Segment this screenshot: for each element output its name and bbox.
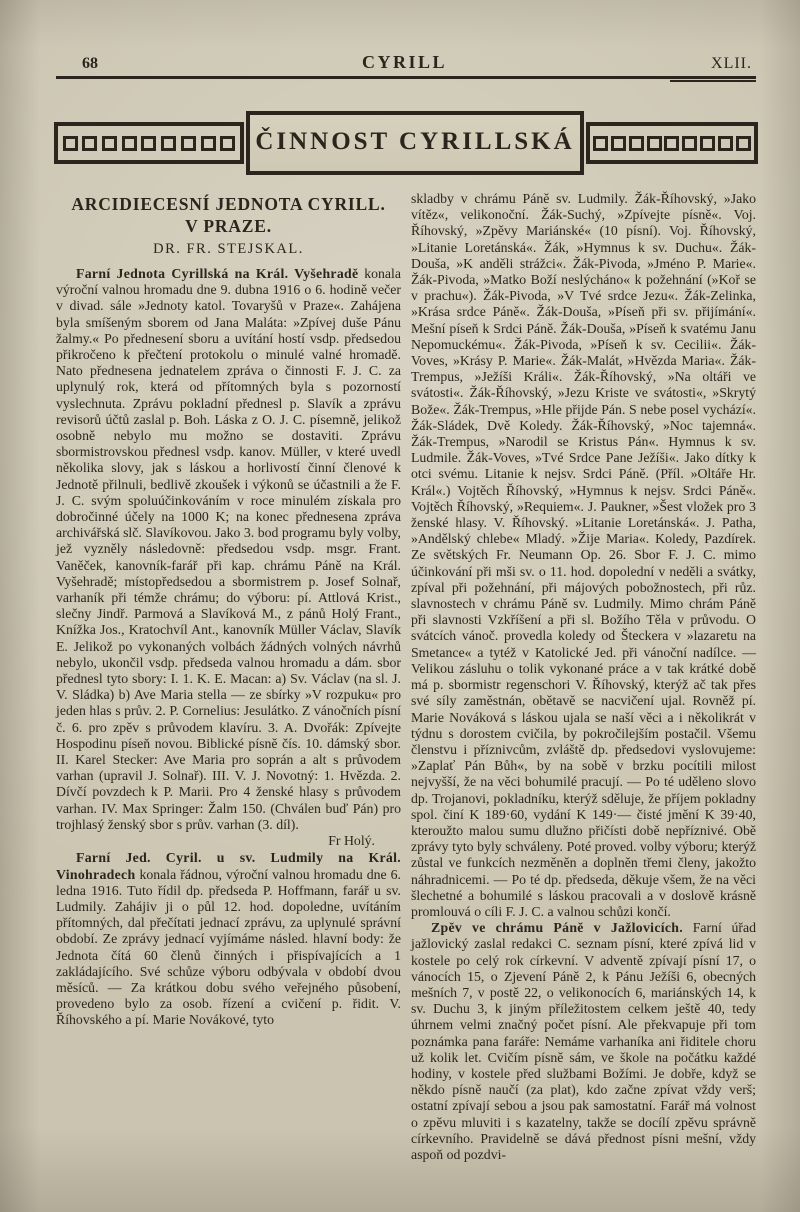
ornament-square: [700, 136, 715, 151]
paragraph-vinohrady-text: konala řádnou, výroční valnou hromadu dne 6. ledna 1916. Tuto řídil dp. předseda P. Hoffmann, farář u sv. Ludmily. Zahájiv ji o půl 12. hod. dopoledne, uvítáním přítomných, dal přečítati jednací zprávu, za uplynulé správní období. Ze zprávy jednací vyjímáme násled. hlavní body: že Jednota čítá 60 členů činných i přispívajících a 1 zakládajícího. Své schůze výboru odbývala v období dvou měsíců. — Za krátkou dobu svého veřejného působení, provedeno bylo za osob. řízení a cvičení p. řidit. V. Říhovského a pí. Marie Novákové, tyto: [56, 866, 401, 1028]
paragraph-vysehrad-text: konala výroční valnou hromadu dne 9. dubna 1916 o 6. hodině večer v divad. sále »Jednoty katol. Tovaryšů v Praze«. Zahájena byla smíšeným sborem od Jana Maláta: »Zpívej duše Pánu žalmy.« Po přednesení sboru a uvítání hostí vsdp. předsedou přikročeno k přečtení protokolu o minulé valné hromadě. Nato přednesena jednatelem zpráva o činnosti F. J. C. za uplynulý rok, která od přítomných byla s pozorností vyslechnuta. Zprávu pokladní přednesl p. Slavík a zprávu revisorů účtů zaslal p. Boh. Láska z O. J. C. písemně, jelikož osobně nebylo mu možno se dostaviti. Zprávu sbormistrovskou přednesl vsdp. kanov. Müller, v které uvedl několika slovy, jak s láskou a horlivostí činní členové k Jednotě přilnuli, bedlivě zkoušek i výkonů se účastnili a že F. J. C. svým spoluúčinkováním v roce minulém získala pro dobročinné účely na 1000 K; na konec přednesena zpráva archivářská slč. Slavíkovou. Jako 3. bod programu byly volby, jež vyzněly následovně: předsedou vsdp. msgr. Frant. Vaněček, kanovník-farář při kap. chrámu Páně na Král. Vyšehradě; místopředsedou a sbormistrem p. Josef Solnař, varhaník při témže chrámu; do výboru: pí. Attlová Krist., slečny Jindř. Parmová a Slavíková M., z pánů Holý Frant., Knížka Jos., Kratochvíl Ant., kanovník Müller Václav, Slavík E. Jelikož po vykonaných volbách žádných volných návrhů nebylo, ukončil vsdp. předseda valnou hromadu a dám. sbor přednesl tyto sbory: I. 1. K. E. Macan: a) Sv. Václav (na sl. J. V. Sládka) b) Ave Maria stella — ze sbírky »V rozpuku« pro jeden hlas s prův. 2. P. Cornelius: Jesulátko. Z vánočních písní č. 6. pro zpěv s průvodem klavíru. 3. A. Dvořák: Zpívejte Hospodinu píseň novou. Biblické písně čís. 10. dámský sbor. II. Karel Stecker: Ave Maria pro soprán a alt s průvodem varhan (upravil J. Solnař). III. V. J. Novotný: 1. Hvězda. 2. Dívčí povzdech k P. Marii. Pro 4 ženské hlasy s průvodem varhan. IV. Max Springer: Žalm 150. (Chválen buď Pán) pro trojhlasý ženský sbor s prův. varhan (3. díl).: [56, 265, 401, 832]
ornament-square: [647, 136, 662, 151]
ornament-square: [161, 136, 176, 151]
page-number: 68: [82, 55, 98, 72]
paragraph-jazlovice: [411, 920, 756, 1163]
ornament-square: [682, 136, 697, 151]
ornament-square: [593, 136, 608, 151]
left-column: [56, 191, 401, 1163]
journal-title: CYRILL: [362, 52, 448, 72]
ornament-square: [141, 136, 156, 151]
ornament-box-right: [586, 122, 758, 164]
header-rule-segment: [670, 80, 756, 82]
article-title-line1: ARCIDIECESNÍ JEDNOTA CYRILL.: [71, 194, 386, 214]
ornament-square: [181, 136, 196, 151]
volume-number: XLII.: [711, 55, 752, 72]
ornament-square: [102, 136, 117, 151]
ornament-square: [63, 136, 78, 151]
ornament-box-left: [54, 122, 244, 164]
paragraph-jazlovice-lead: Zpěv ve chrámu Páně v Jažlovicích.: [431, 920, 684, 936]
paragraph-vinohrady-continuation: skladby v chrámu Páně sv. Ludmily. Žák-Říhovský, »Jako vítěz«, velikonoční. Žák-Suchý, »Zpívejte písně«. Voj. Říhovský, »Zpěvy Mariánské« (10 písní). Voj. Říhovský, »Litanie Loretánská«. Žák, »Hymnus k sv. Duchu«. Žák-Douša, »K anděli strážci«. Žák-Pivoda, »Jméno P. Marie«. Žák-Pivoda, »Matko Boží neslýcháno« k požehnání (»Koř se v prachu«). Žák-Pivoda, »V Tvé srdce Jezu«. Žák-Zelinka, »Krása srdce Páně«. Žák-Douša, »Píseň při sv. přijímání«. Mešní píseň k Srdci Páně. Žák-Douša, »Píseň k svatému Janu Nepomuckému«. Žák-Pivoda, »Píseň k sv. Cecilii«. Žák-Voves, »Krásy P. Marie«. Žák-Malát, »Hvězda Maria«. Žák-Trempus, »Ježíši Králi«. Žák-Říhovský, »Na oltáři ve svátosti«. Žák-Říhovský, »Jezu Kriste ve svátosti«, »Skrytý Bože«. Žák-Trempus, »Hle přijde Pán. S nebe posel vychází«. Žák-Sládek, Dvě Koledy. Žák-Říhovský, »Noc tajemná«. Žák-Trempus, »Narodil se Kristus Pán«. Hymnus k sv. Ludmile. Žák-Voves, »Tvé Srdce Pane Ježíši«. Jako dítky k otci svému. Litanie k nejsv. Srdci Páně. (Příl. »Oltáře Hr. Král«.) Vojtěch Říhovský, »Hymnus k nejsv. Srdci Páně«. Vojtěch Říhovský, »Requiem«. J. Paukner, »Šest vložek pro 3 ženské hlasy. V. Říhovský. »Litanie Loretánská«. J. Patha, »Andělský chlebe« Mladý. »Žije Maria«. Koledy, Pazdírek. Ze světských Fr. Neumann Op. 26. Sbor F. J. C. mimo účinkování při mši sv. o 11. hod. dopolední v neděli a svátky, zpíval při požehnání, při májových pobožnostech, při růz. slavnostech v chrámu Páně sv. Ludmily. Mimo chrám Páně při slavnosti Vzkříšení a při sl. Božího Těla v průvodu. O svátcích vánoč. provedla koledy od Šteckera v »lazaretu na Smetance« a tytéž v Katolické Jed. při vánoční nadílce. — Velikou zásluhu o tolik vykonané práce a v tak krátké době má p. sbormistr regenschori V. Říhovský, kterýž ač tak přes své síly zaměstnán, obětavě se nacvičení ujal. Rovněž pí. Marie Nováková s láskou ujala se naší věci a i několikrát v týdnu s dorostem cvičila, by pokročilejším postačil. Všemu členstvu i příznivcům, zvláště dp. předsedovi vyslovujeme: »Zaplať Pán Bůh«, by na sobě v brzku pocítili milost nejvyšší, že na věci bohumilé pracují. — Po té uděleno slovo dp. Trojanovi, pokladníku, kterýž sděluje, že příjem pokladny spol. činí K 189·60, vydání K 149·— čisté jmění K 39·40, kteroužto malou sumu dlužno přičísti době nepříznivé. Obě zprávy tyto byly schváleny. Poté proved. volby výboru; kterýž zůstal ve funkcích nezměněn a doplněn třemi členy, jakožto náhradnicemi. — Po té dp. předseda, děkuje všem, že na věci šlechetné a bohumilé s láskou pracovali a v doslově krásně promlouvá o cíli F. J. C. a valnou schůzi končí.: [411, 191, 756, 919]
ornament-square: [220, 136, 235, 151]
paragraph-vinohrady-lead: Farní Jed. Cyril. u sv. Ludmily na Král. Vinohradech: [56, 850, 401, 882]
ornament-square: [664, 136, 679, 151]
ornament-square: [201, 136, 216, 151]
article-title-line2: V PRAZE.: [185, 216, 272, 237]
right-column: [411, 191, 756, 1163]
ornament-square: [82, 136, 97, 151]
signature: Fr Holý.: [328, 833, 375, 849]
section-title-box: [246, 111, 584, 175]
section-title: ČINNOST CYRILLSKÁ: [255, 128, 575, 155]
paragraph-vysehrad-lead: Farní Jednota Cyrillská na Král. Vyšehradě: [76, 265, 359, 281]
ornament-square: [629, 136, 644, 151]
ornament-square: [611, 136, 626, 151]
ornament-square: [122, 136, 137, 151]
article-title: [56, 193, 401, 238]
article-author: DR. FR. STEJSKAL.: [153, 240, 304, 257]
ornament-square: [718, 136, 733, 151]
section-banner: [56, 111, 756, 175]
article-body: [56, 191, 756, 1163]
paragraph-vysehrad: [56, 266, 401, 833]
running-head: [56, 52, 756, 79]
paragraph-vinohrady: [56, 850, 401, 1028]
paragraph-jazlovice-text: Farní úřad jažlovický zaslal redakci C. seznam písní, které zpívá lid v kostele po celý rok církevní. V adventě zpívají písní 17, o vánocích 15, o Zjevení Páně 2, k Pánu Ježíši 6, obecných mešních 7, v postě 22, o velikonocích 6, mariánských 14, k sv. Duchu 3, k jiným příležitostem celkem ještě 40, tedy úhrnem velmi značný počet písní. Ale překvapuje při tom poznámka pana faráře: Nemáme varhaníka ani řiditele choru už kolik let. Cvičím písně sám, ve škole na počátku každé hodiny, v kostele před službami Božími. Je dobře, když se někdo písně naučí (za plat), kdo začne zpívat vždy verš; ostatní zpívají sebou a jsou pak samostatní. Farář má volnost o zpěvu mluviti i s kazatelny, takže se docílí zpěvu správně církevního. Pravidelně se dává přednost písni mešní, vždy aspoň od pozdvi-: [411, 920, 757, 1162]
ornament-square: [736, 136, 751, 151]
